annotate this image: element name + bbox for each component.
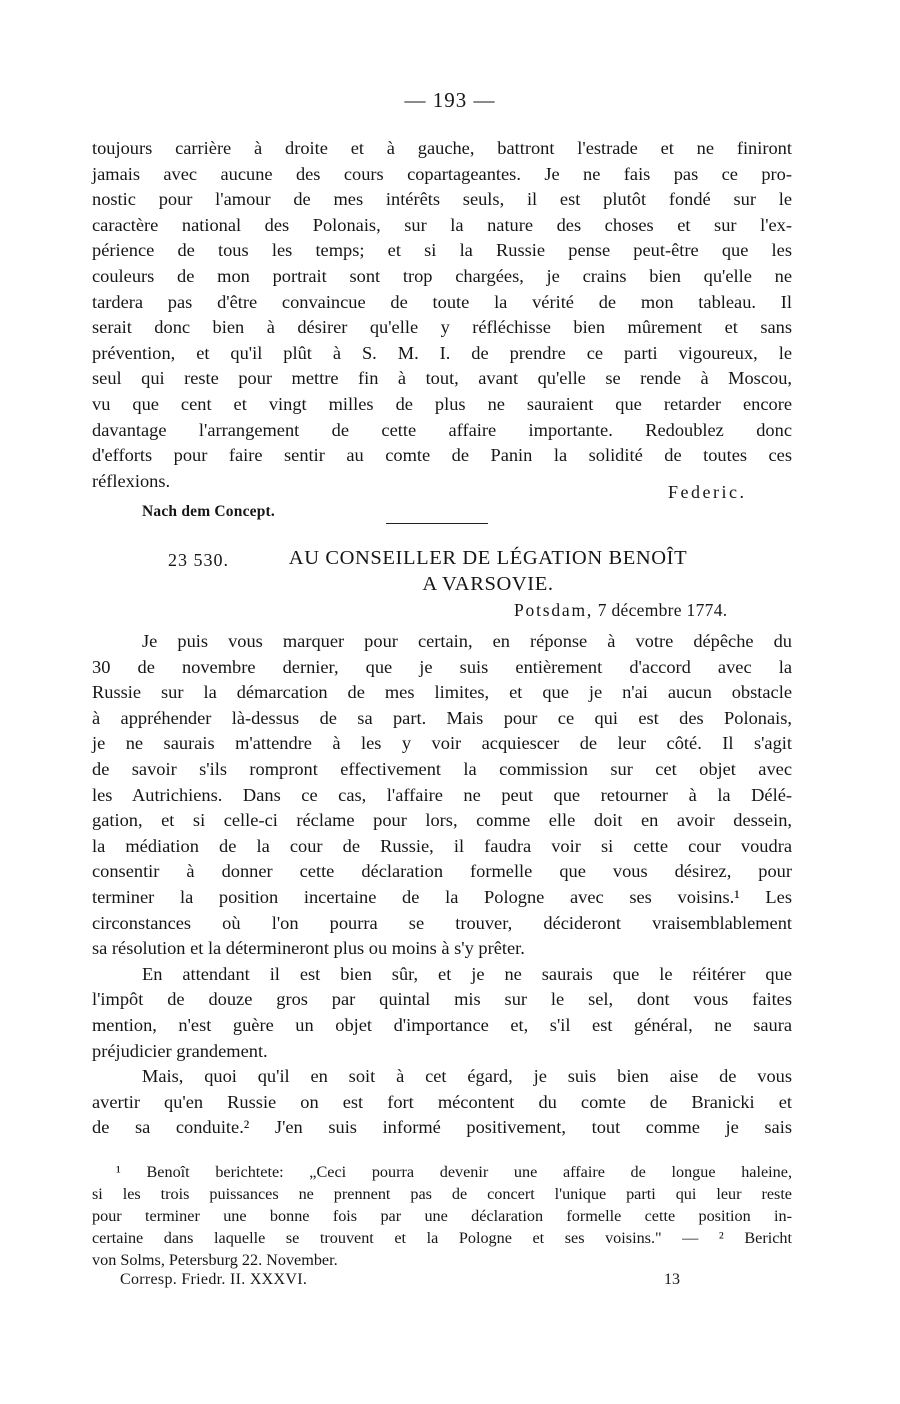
heading-line: AU CONSEILLER DE LÉGATION BENOÎT [288, 547, 688, 569]
text-line: consentir à donner cette déclaration formelle que vous désirez, pour [92, 861, 792, 882]
date-day: 7 décembre 1774. [593, 600, 728, 620]
text-line: vu que cent et vingt milles de plus ne sauraient que retarder encore [92, 393, 792, 414]
text-line: avertir qu'en Russie on est fort mécontent du comte de Branicki et [92, 1091, 792, 1112]
footnote-line: certaine dans laquelle se trouvent et la Pologne et ses voisins." — ² Bericht [92, 1229, 792, 1247]
text-line: 30 de novembre dernier, que je suis entièrement d'accord avec la [92, 656, 792, 677]
text-line: davantage l'arrangement de cette affaire importante. Redoublez donc [92, 419, 792, 440]
footnote-line: si les trois puissances ne prennent pas de concert l'unique parti qui leur reste [92, 1185, 792, 1203]
document-number: 23 530. [168, 550, 229, 570]
text-line: tardera pas d'être convaincue de toute la vérité de mon tableau. Il [92, 291, 792, 312]
date-place: Potsdam, [514, 600, 594, 620]
text-line: je ne saurais m'attendre à les y voir acquiescer de leur côté. Il s'agit [92, 733, 792, 754]
text-line: prévention, et qu'il plût à S. M. I. de prendre ce parti vigoureux, le [92, 342, 792, 363]
letter-body [92, 629, 792, 1141]
text-line: Mais, quoi qu'il en soit à cet égard, je suis bien aise de vous [142, 1066, 792, 1087]
footnote-line: pour terminer une bonne fois par une déclaration formelle cette position in- [92, 1207, 792, 1225]
text-line: mention, n'est guère un objet d'importance et, s'il est général, ne saura [92, 1014, 792, 1035]
text-line: circonstances où l'on pourra se trouver, décideront vraisemblablement [92, 912, 792, 933]
text-line: de savoir s'ils rompront effectivement la commission sur cet objet avec [92, 758, 792, 779]
text-line: l'impôt de douze gros par quintal mis sur le sel, dont vous faites [92, 989, 792, 1010]
footnote-line: von Solms, Petersburg 22. November. [92, 1251, 338, 1269]
footnotes [92, 1161, 792, 1271]
source-note: Nach dem Concept. [142, 503, 275, 520]
text-line: En attendant il est bien sûr, et je ne saurais que le réitérer que [142, 963, 792, 984]
dateline [514, 600, 727, 621]
signature-mark: 13 [664, 1271, 680, 1288]
text-line: serait donc bien à désirer qu'elle y réfléchisse bien mûrement et sans [92, 317, 792, 338]
text-line: d'efforts pour faire sentir au comte de Panin la solidité de toutes ces [92, 445, 792, 466]
collection-title: Corresp. Friedr. II. XXXVI. [120, 1271, 308, 1288]
letter-signature: Federic. [668, 482, 747, 502]
text-line: couleurs de mon portrait sont trop chargées, je crains bien qu'elle ne [92, 265, 792, 286]
letter-continuation [92, 136, 792, 494]
footnote-line: ¹ Benoît berichtete: „Ceci pourra devenir une affaire de longue haleine, [116, 1163, 792, 1181]
heading-line: A VARSOVIE. [422, 573, 554, 595]
text-line: gation, et si celle-ci réclame pour lors, comme elle doit en avoir dessein, [92, 810, 792, 831]
text-line: la médiation de la cour de Russie, il faudra voir si cette cour voudra [92, 835, 792, 856]
letter-heading [258, 545, 718, 597]
text-line: seul qui reste pour mettre fin à tout, avant qu'elle se rende à Moscou, [92, 368, 792, 389]
text-line: toujours carrière à droite et à gauche, battront l'estrade et ne finiront [92, 138, 792, 158]
page-number: — 193 — [404, 88, 496, 112]
text-line: nostic pour l'amour de mes intérêts seuls, il est plutôt fondé sur le [92, 189, 792, 210]
text-line: périence de tous les temps; et si la Russie pense peut-être que les [92, 240, 792, 261]
text-line: réflexions. [92, 470, 171, 491]
text-line: sa résolution et la détermineront plus ou moins à s'y prêter. [92, 938, 525, 959]
text-line: les Autrichiens. Dans ce cas, l'affaire ne peut que retourner à la Délé- [92, 784, 792, 805]
text-line: Je puis vous marquer pour certain, en réponse à votre dépêche du [142, 631, 792, 651]
text-line: Russie sur la démarcation de mes limites, et que je n'ai aucun obstacle [92, 682, 792, 703]
text-line: caractère national des Polonais, sur la nature des choses et sur l'ex- [92, 214, 792, 235]
text-line: préjudicier grandement. [92, 1040, 268, 1061]
text-line: à appréhender là-dessus de sa part. Mais pour ce qui est des Polonais, [92, 707, 792, 728]
text-line: de sa conduite.² J'en suis informé positivement, tout comme je sais [92, 1117, 792, 1138]
text-line: jamais avec aucune des cours copartageantes. Je ne fais pas ce pro- [92, 163, 792, 184]
section-divider [386, 523, 488, 524]
text-line: terminer la position incertaine de la Pologne avec ses voisins.¹ Les [92, 886, 792, 907]
